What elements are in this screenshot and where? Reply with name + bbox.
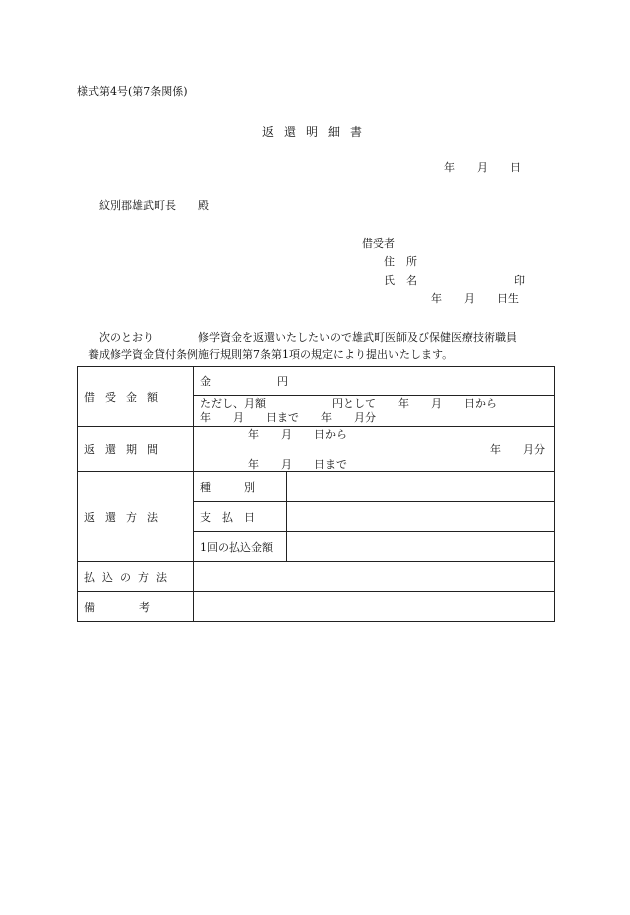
amount-label-cell (78, 367, 194, 427)
remarks-row (78, 592, 555, 622)
amount-note-2: 年 月 日まで 年 月分 (200, 411, 376, 424)
period-months: 年 月分 (490, 443, 545, 456)
borrower-address-label: 住 所 (384, 255, 417, 268)
repayment-table (77, 366, 555, 622)
borrower-name-label: 氏 名 (384, 274, 417, 287)
amount-row-1 (78, 367, 555, 396)
period-from: 年 月 日から (248, 428, 347, 441)
amount-note-1: ただし、月額 円として 年 月 日から (200, 397, 497, 410)
method-payday-value[interactable] (287, 502, 555, 532)
period-label-cell (78, 427, 194, 472)
amount-label: 借受金額 (84, 390, 168, 404)
amount-note-cell[interactable] (194, 396, 555, 427)
period-label: 返還期間 (84, 443, 168, 456)
method-label: 返還方法 (84, 510, 168, 524)
borrower-birthdate: 年 月 日生 (431, 292, 519, 305)
period-row (78, 427, 555, 472)
remarks-label-cell (78, 592, 194, 622)
method-type-label: 種 別 (200, 480, 255, 494)
payment-label: 払込の方法 (84, 570, 174, 584)
remarks-value[interactable] (194, 592, 555, 622)
method-amount-label-cell (194, 532, 287, 562)
statement-line-2: 養成修学資金貸付条例施行規則第7条第1項の規定により提出いたします。 (88, 348, 454, 361)
remarks-label: 備 考 (84, 600, 150, 614)
period-to: 年 月 日まで (248, 458, 347, 471)
statement-line-1: 次のとおり 修学資金を返還いたしたいので雄武町医師及び保健医療技術職員 (99, 331, 517, 344)
method-amount-label: 1回の払込金額 (200, 540, 273, 554)
submission-date: 年 月 日 (444, 161, 521, 174)
method-payday-label-cell (194, 502, 287, 532)
seal-mark: 印 (514, 274, 525, 287)
form-number: 様式第4号(第7条関係) (77, 85, 188, 98)
amount-yen: 金 円 (200, 375, 288, 388)
amount-yen-cell[interactable] (194, 367, 555, 396)
period-cell[interactable] (194, 427, 555, 472)
borrower-heading: 借受者 (362, 237, 395, 250)
method-row-1 (78, 472, 555, 502)
method-payday-label: 支 払 日 (200, 510, 255, 524)
payment-value[interactable] (194, 562, 555, 592)
method-label-cell (78, 472, 194, 562)
method-type-value[interactable] (287, 472, 555, 502)
payment-label-cell (78, 562, 194, 592)
method-type-label-cell (194, 472, 287, 502)
payment-row (78, 562, 555, 592)
addressee: 紋別郡雄武町長 殿 (99, 199, 209, 212)
document-title: 返還明細書 (262, 125, 373, 139)
method-amount-value[interactable] (287, 532, 555, 562)
